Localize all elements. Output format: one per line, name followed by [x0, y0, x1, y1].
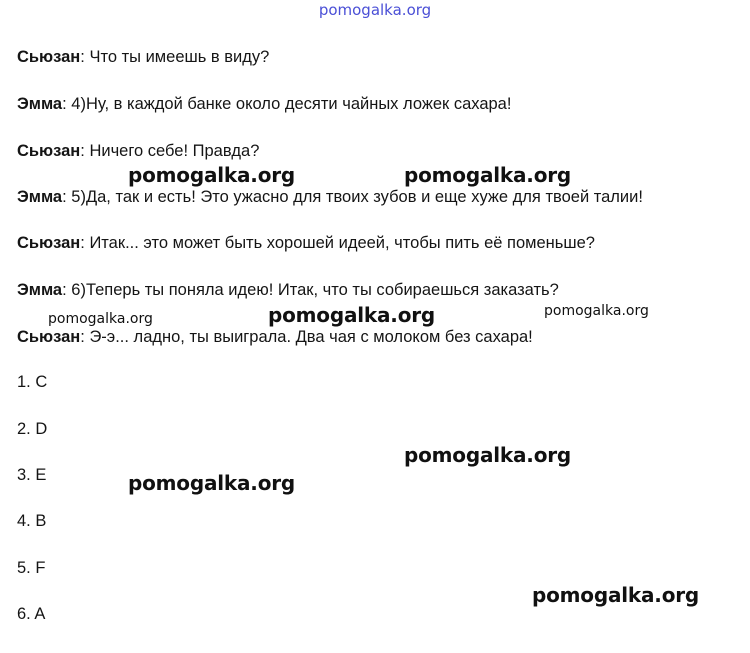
- dialogue-line: [17, 280, 559, 300]
- answer-item: 3. E: [17, 466, 47, 484]
- dialogue-text: : 4)Ну, в каждой банке около десяти чайных ложек сахара!: [62, 95, 512, 113]
- watermark: pomogalka.org: [404, 163, 572, 187]
- answer-item: 1. C: [17, 373, 48, 391]
- speaker-name: Эмма: [17, 188, 63, 206]
- dialogue-line: [17, 233, 595, 253]
- dialogue-text: : Что ты имеешь в виду?: [80, 48, 270, 66]
- speaker-name: Эмма: [17, 281, 63, 299]
- dialogue-text: : Э-э... ладно, ты выиграла. Два чая с молоком без сахара!: [80, 328, 533, 346]
- dialogue-text: : Итак... это может быть хорошей идеей, чтобы пить её поменьше?: [80, 234, 595, 252]
- answer-item: 6. A: [17, 605, 46, 623]
- watermark: pomogalka.org: [404, 443, 572, 467]
- speaker-name: Сьюзан: [17, 48, 81, 66]
- watermark: pomogalka.org: [268, 303, 436, 327]
- watermark: pomogalka.org: [544, 303, 649, 319]
- answer-item: 4. B: [17, 512, 47, 530]
- watermark: pomogalka.org: [128, 163, 296, 187]
- speaker-name: Сьюзан: [17, 234, 81, 252]
- dialogue-line: [17, 94, 511, 114]
- dialogue-line: [17, 141, 259, 161]
- watermark: pomogalka.org: [128, 471, 296, 495]
- dialogue-text: : Ничего себе! Правда?: [80, 142, 260, 160]
- answer-item: 2. D: [17, 420, 48, 438]
- dialogue-line: [17, 327, 533, 347]
- watermark: pomogalka.org: [532, 583, 700, 607]
- answer-item: 5. F: [17, 559, 46, 577]
- speaker-name: Эмма: [17, 95, 63, 113]
- site-header-link[interactable]: pomogalka.org: [318, 1, 432, 19]
- dialogue-line: [17, 47, 269, 67]
- dialogue-text: : 5)Да, так и есть! Это ужасно для твоих зубов и еще хуже для твоей талии!: [62, 188, 643, 206]
- watermark: pomogalka.org: [48, 311, 153, 327]
- dialogue-text: : 6)Теперь ты поняла идею! Итак, что ты собираешься заказать?: [62, 281, 559, 299]
- speaker-name: Сьюзан: [17, 328, 81, 346]
- dialogue-line: [17, 187, 643, 207]
- speaker-name: Сьюзан: [17, 142, 81, 160]
